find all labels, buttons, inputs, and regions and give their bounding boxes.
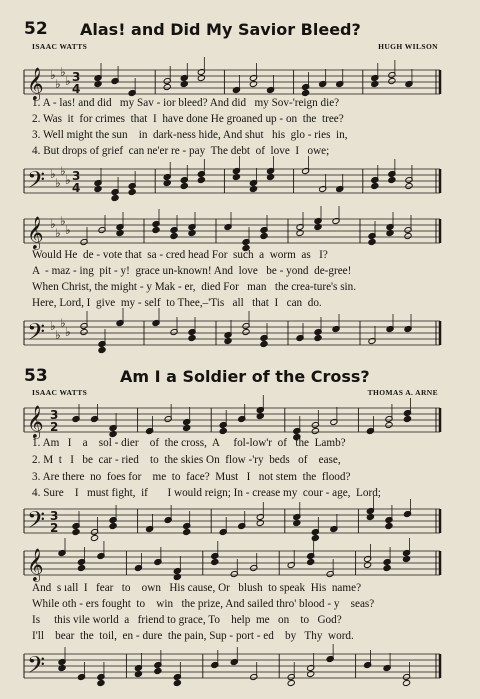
lyric-verse-4: 4. Sure I must fight, if I would reign; In - crease my cour - age, Lord; xyxy=(32,487,381,499)
lyric-verse-4: Here, Lord, I give my - self to Thee,–'Tis all that I can do. xyxy=(32,297,322,309)
lyric-verse-2: 2. M t I be car - ried to the skies On flow -'ry beds of ease, xyxy=(32,454,341,466)
svg-text:4: 4 xyxy=(72,82,81,96)
music-credit: THOMAS A. ARNE xyxy=(367,388,438,397)
hymn-title: Am I a Soldier of the Cross? xyxy=(120,367,370,386)
treble-staff xyxy=(0,545,480,583)
treble-staff xyxy=(0,402,480,440)
bass-staff xyxy=(0,648,480,686)
svg-text:♭: ♭ xyxy=(60,164,66,178)
lyric-verse-2: 2. Was it for crimes that I have done He groaned up - on the tree? xyxy=(32,113,344,125)
svg-text:♭: ♭ xyxy=(65,74,71,88)
hymn-title: Alas! and Did My Savior Bleed? xyxy=(80,20,361,39)
svg-text:♭: ♭ xyxy=(60,214,66,228)
svg-text:𝄞: 𝄞 xyxy=(27,67,44,100)
hymn-number: 53 xyxy=(24,366,48,386)
svg-text:♭: ♭ xyxy=(50,217,56,231)
svg-text:♭: ♭ xyxy=(50,167,56,181)
svg-text:♭: ♭ xyxy=(50,319,56,333)
svg-text:♭: ♭ xyxy=(50,68,56,82)
bass-staff xyxy=(0,163,480,201)
lyric-verse-2: A - maz - ing pit - y! grace un-known! And love be - yond de-gree! xyxy=(32,265,352,277)
svg-text:𝄞: 𝄞 xyxy=(27,216,44,249)
svg-text:♭: ♭ xyxy=(55,226,61,240)
svg-text:♭: ♭ xyxy=(60,316,66,330)
svg-text:3: 3 xyxy=(72,169,81,183)
svg-text:2: 2 xyxy=(50,420,59,434)
lyric-verse-3: Is this vile world a friend to grace, To help me on to God? xyxy=(32,614,342,626)
lyric-verse-2: While oth - ers fought to win the prize, And sailed thro' blood - y seas? xyxy=(32,598,375,610)
lyric-verse-1: And s ıall I fear to own His cause, Or blush to speak His name? xyxy=(32,582,362,594)
words-credit: ISAAC WATTS xyxy=(32,42,88,51)
lyric-verse-4: I'll bear the toil, en - dure the pain, Sup - port - ed by Thy word. xyxy=(32,630,354,642)
svg-text:𝄢: 𝄢 xyxy=(27,506,46,539)
lyric-verse-1: 1. A - las! and did my Sav - ior bleed? And did my Sov-'reign die? xyxy=(32,97,340,109)
lyric-verse-3: 3. Well might the sun in dark-ness hide, And shut his glo - ries in, xyxy=(32,129,348,141)
svg-text:♭: ♭ xyxy=(65,223,71,237)
svg-text:3: 3 xyxy=(72,70,81,84)
svg-text:♭: ♭ xyxy=(55,77,61,91)
svg-text:2: 2 xyxy=(50,521,59,535)
music-credit: HUGH WILSON xyxy=(378,42,438,51)
svg-text:♭: ♭ xyxy=(65,325,71,339)
lyric-verse-3: 3. Are there no foes for me to face? Must I not stem the flood? xyxy=(32,471,351,483)
svg-text:♭: ♭ xyxy=(65,173,71,187)
lyric-verse-1: Would He de - vote that sa - cred head For such a worm as I? xyxy=(32,249,328,261)
svg-text:𝄞: 𝄞 xyxy=(27,405,44,438)
svg-text:𝄢: 𝄢 xyxy=(27,166,46,199)
svg-text:3: 3 xyxy=(50,408,59,422)
svg-text:𝄞: 𝄞 xyxy=(27,548,44,581)
hymn-number: 52 xyxy=(24,19,48,39)
words-credit: ISAAC WATTS xyxy=(32,388,88,397)
svg-text:3: 3 xyxy=(50,509,59,523)
svg-text:4: 4 xyxy=(72,181,81,195)
svg-text:♭: ♭ xyxy=(55,176,61,190)
svg-text:♭: ♭ xyxy=(60,65,66,79)
svg-text:♭: ♭ xyxy=(55,328,61,342)
svg-text:𝄢: 𝄢 xyxy=(27,318,46,351)
lyric-verse-3: When Christ, the might - y Mak - er, died For man the crea-ture's sin. xyxy=(32,281,357,293)
lyric-verse-4: 4. But drops of grief can ne'er re - pay The debt of love I owe; xyxy=(32,145,330,157)
lyric-verse-1: 1. Am I a sol - dier of the cross, A fol-low'r of the Lamb? xyxy=(32,437,346,449)
treble-staff xyxy=(0,213,480,251)
svg-text:𝄢: 𝄢 xyxy=(27,651,46,684)
bass-staff xyxy=(0,315,480,353)
bass-staff xyxy=(0,503,480,541)
